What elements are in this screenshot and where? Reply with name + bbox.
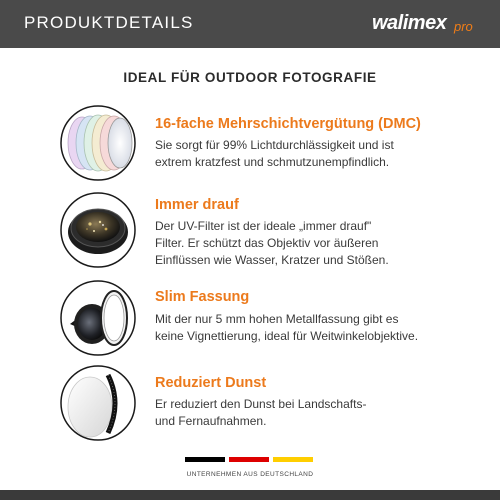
feature-heading-dmc: 16-fache Mehrschichtvergütung (DMC) [155,116,421,132]
feature-text-always-on [155,218,485,269]
feature-heading-always-on: Immer drauf [155,197,239,213]
feature-text-line: Filter. Er schützt das Objektiv vor äußeren [155,236,379,250]
logo-wordmark: walimex [372,12,447,34]
feature-text-line: Sie sorgt für 99% Lichtdurchlässigkeit und ist [155,138,394,152]
feature-heading-slim: Slim Fassung [155,289,250,305]
logo-suffix: pro [454,19,473,34]
feature-heading-haze: Reduziert Dunst [155,375,267,391]
feature-text-line: Der UV-Filter ist der ideale „immer drauf" [155,219,372,233]
haze-reduction-filter-icon [60,365,136,441]
slim-frame-filter-icon [60,280,136,356]
section-title: IDEAL FÜR OUTDOOR FOTOGRAFIE [123,70,377,85]
flag-stripe-red [229,457,269,462]
feature-text-line: Er reduziert den Dunst bei Landschafts- [155,397,367,411]
feature-text-haze [155,396,485,430]
feature-text-line: Mit der nur 5 mm hohen Metallfassung gibt es [155,312,399,326]
multicoated-filter-layers-icon [60,105,136,181]
feature-text-slim [155,311,485,345]
feature-text-line: und Fernaufnahmen. [155,414,267,428]
uv-filter-on-lens-icon [60,192,136,268]
feature-text-line: keine Vignettierung, ideal für Weitwinkelobjektive. [155,329,419,343]
feature-text-line: extrem kratzfest und schmutzunempfindlich. [155,155,390,169]
footer-bar [0,490,500,500]
header-bar [0,0,500,48]
flag-stripe-black [185,457,225,462]
page-title: PRODUKTDETAILS [24,13,194,32]
feature-text-dmc [155,137,485,171]
feature-text-line: Einflüssen wie Wasser, Kratzer und Stößen. [155,253,389,267]
made-in-germany-caption: UNTERNEHMEN AUS DEUTSCHLAND [186,471,314,478]
flag-stripe-gold [273,457,313,462]
